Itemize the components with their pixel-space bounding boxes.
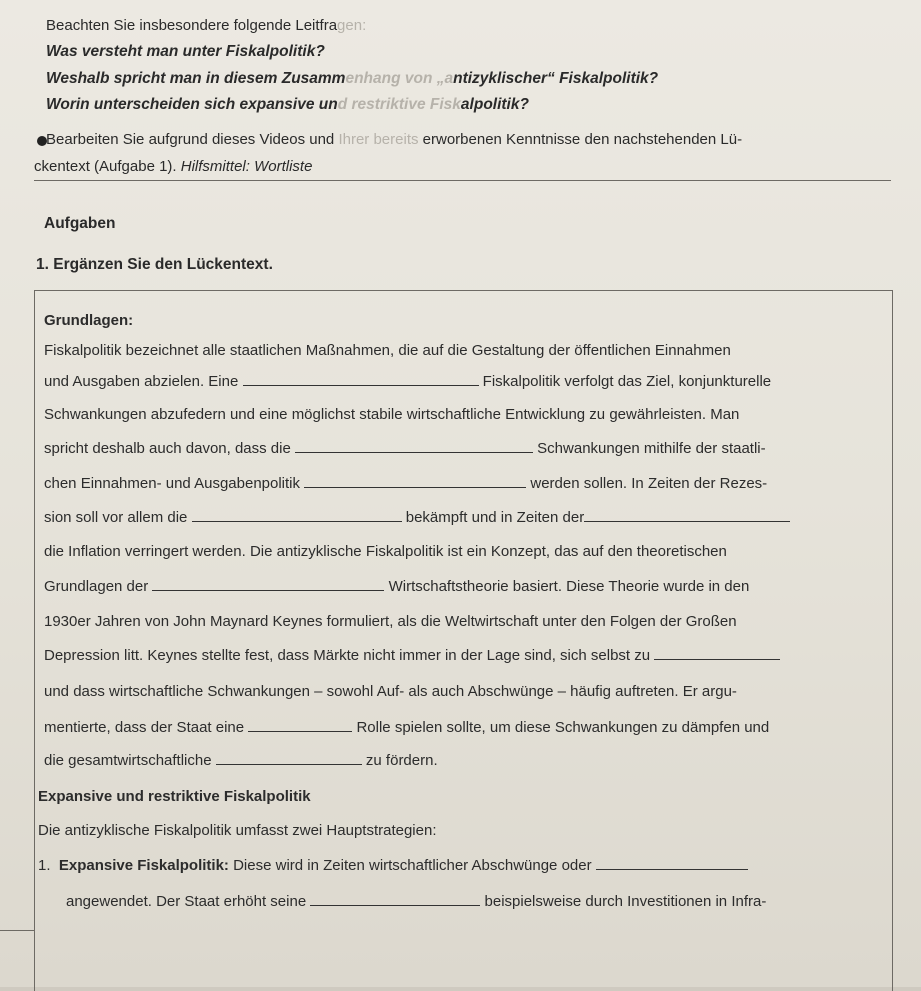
text-line: chen Einnahmen- und Ausgabenpolitik werden sollen. In Zeiten der Rezes- [44,475,768,492]
cloze-text-box [34,290,893,991]
gap-field-10[interactable] [596,857,748,870]
text-line: Fiskalpolitik bezeichnet alle staatlichen Maßnahmen, die auf die Gestaltung der öffentlichen Einnahmen [44,342,731,359]
guiding-question-1: Was versteht man unter Fiskalpolitik? [46,43,325,60]
gap-field-4[interactable] [192,509,402,522]
task-1: 1. Ergänzen Sie den Lückentext. [36,256,273,273]
text-line: spricht deshalb auch davon, dass die Schwankungen mithilfe der staatli- [44,440,766,457]
page-edge-mark [0,930,34,931]
instruction-line-1: Bearbeiten Sie aufgrund dieses Videos und Ihrer bereits erworbenen Kenntnisse den nachstehenden Lü- [46,131,743,148]
text-line: die Inflation verringert werden. Die antizyklische Fiskalpolitik ist ein Konzept, das auf den theoretischen [44,543,727,560]
tasks-heading: Aufgaben [44,215,116,232]
text-line: Schwankungen abzufedern und eine möglichst stabile wirtschaftliche Entwicklung zu gewährleisten. Man [44,406,740,423]
intro-instruction: Beachten Sie insbesondere folgende Leitfragen: [46,17,367,34]
text-line: Grundlagen der Wirtschaftstheorie basiert. Diese Theorie wurde in den [44,578,750,595]
section-divider [34,180,891,181]
text-line: sion soll vor allem die bekämpft und in Zeiten der [44,509,790,526]
gap-field-6[interactable] [152,578,384,591]
section-heading-expansive-restriktive: Expansive und restriktive Fiskalpolitik [38,788,311,805]
text-line: und Ausgaben abzielen. Eine Fiskalpolitik verfolgt das Ziel, konjunkturelle [44,373,772,390]
text-line: 1930er Jahren von John Maynard Keynes formuliert, als die Weltwirtschaft unter den Folgen der Großen [44,613,737,630]
text-line: die gesamtwirtschaftliche zu fördern. [44,752,438,769]
gap-field-8[interactable] [248,719,352,732]
gap-field-5[interactable] [584,509,790,522]
gap-field-2[interactable] [295,440,533,453]
text-line: angewendet. Der Staat erhöht seine beispielsweise durch Investitionen in Infra- [66,893,767,910]
text-line: mentierte, dass der Staat eine Rolle spielen sollte, um diese Schwankungen zu dämpfen und [44,719,770,736]
section-heading-grundlagen: Grundlagen: [44,312,134,329]
instruction-line-2: ckentext (Aufgabe 1). Hilfsmittel: Wortliste [34,158,313,175]
gap-field-1[interactable] [243,373,479,386]
text-line: Die antizyklische Fiskalpolitik umfasst zwei Hauptstrategien: [38,822,437,839]
gap-field-7[interactable] [654,647,780,660]
guiding-question-2: Weshalb spricht man in diesem Zusammenhang von „antizyklischer“ Fiskalpolitik? [46,70,659,87]
text-line: 1. Expansive Fiskalpolitik: Diese wird in Zeiten wirtschaftlicher Abschwünge oder [38,857,748,874]
gap-field-9[interactable] [216,752,362,765]
gap-field-11[interactable] [310,893,480,906]
text-line: und dass wirtschaftliche Schwankungen – sowohl Auf- als auch Abschwünge – häufig auftreten. Er argu- [44,683,737,700]
gap-field-3[interactable] [304,475,526,488]
text-line: Depression litt. Keynes stellte fest, dass Märkte nicht immer in der Lage sind, sich selbst zu [44,647,780,664]
guiding-question-3: Worin unterscheiden sich expansive und restriktive Fiskalpolitik? [46,96,529,113]
